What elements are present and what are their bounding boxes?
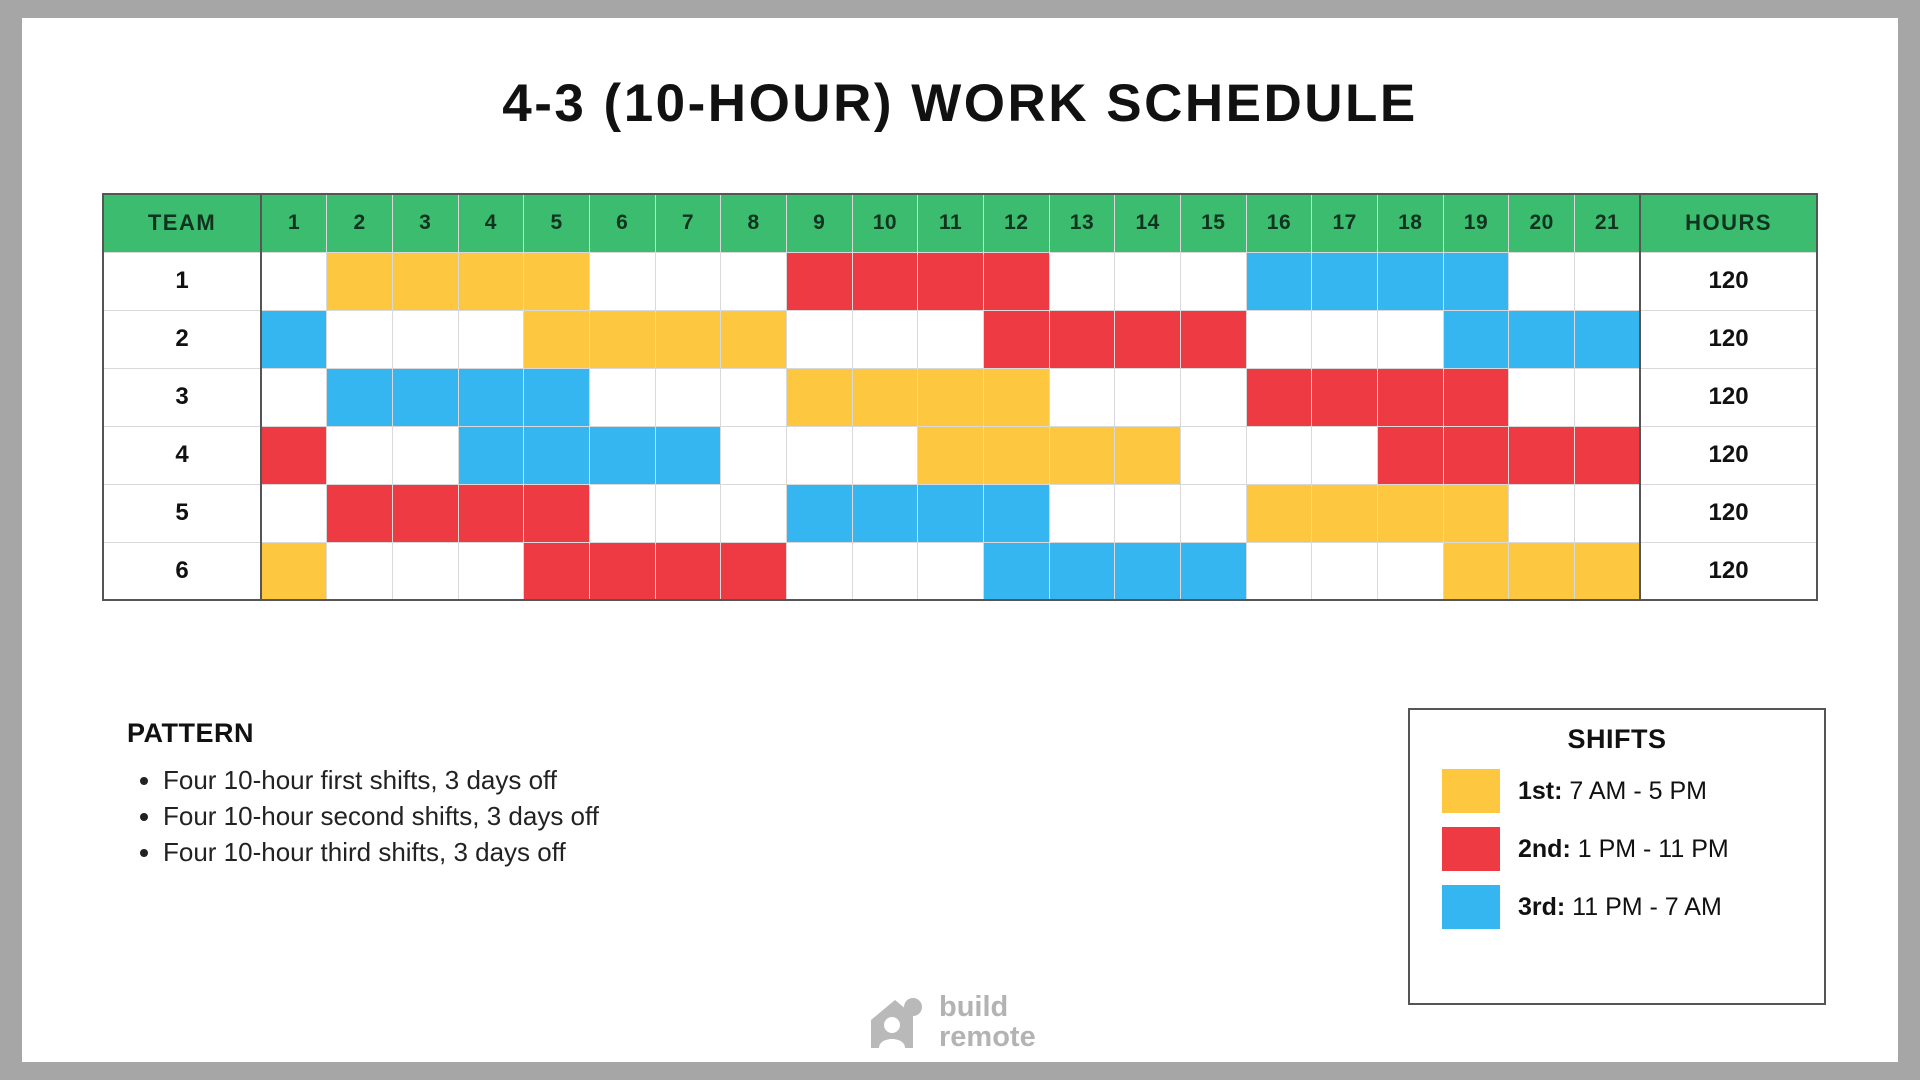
logo-line-1: build: [939, 991, 1009, 1023]
shift-cell: [589, 542, 655, 600]
shift-cell: [1574, 252, 1640, 310]
shift-cell: [655, 368, 721, 426]
shift-cell: [589, 484, 655, 542]
shift-cell: [1312, 542, 1378, 600]
hours-cell: 120: [1640, 542, 1817, 600]
shift-cell: [524, 426, 590, 484]
pattern-heading: PATTERN: [127, 718, 254, 748]
shift-cell: [327, 310, 393, 368]
buildremote-logo: [867, 993, 1036, 1052]
legend-label-2nd: [1518, 835, 1729, 864]
shift-cell: [1180, 426, 1246, 484]
shift-cell: [655, 310, 721, 368]
column-header-day-11: 11: [918, 194, 984, 252]
shift-cell: [983, 542, 1049, 600]
shift-cell: [1246, 368, 1312, 426]
column-header-day-21: 21: [1574, 194, 1640, 252]
shift-cell: [983, 426, 1049, 484]
shift-cell: [524, 310, 590, 368]
shift-cell: [1312, 368, 1378, 426]
pattern-list: [127, 763, 907, 871]
shift-cell: [1246, 310, 1312, 368]
shift-cell: [721, 252, 787, 310]
shift-cell: [1509, 542, 1575, 600]
logo-wordmark: [939, 993, 1036, 1052]
shift-cell: [786, 310, 852, 368]
legend-item-3rd: [1442, 885, 1824, 929]
column-header-day-5: 5: [524, 194, 590, 252]
shift-cell: [327, 484, 393, 542]
team-cell: 6: [103, 542, 261, 600]
shift-cell: [983, 252, 1049, 310]
shift-cell: [589, 252, 655, 310]
hours-cell: 120: [1640, 252, 1817, 310]
shifts-legend: [1408, 708, 1826, 1005]
shift-cell: [1443, 368, 1509, 426]
shift-cell: [1312, 426, 1378, 484]
schedule-table-head: [103, 194, 1817, 252]
table-row: [103, 310, 1817, 368]
shift-cell: [721, 542, 787, 600]
shift-cell: [589, 310, 655, 368]
shift-cell: [524, 368, 590, 426]
shift-cell: [1312, 310, 1378, 368]
shift-cell: [261, 252, 327, 310]
shift-cell: [721, 368, 787, 426]
shift-cell: [1574, 484, 1640, 542]
column-header-day-17: 17: [1312, 194, 1378, 252]
shift-cell: [1246, 542, 1312, 600]
team-cell: 2: [103, 310, 261, 368]
list-item: • Four 10-hour first shifts, 3 days off: [163, 763, 907, 799]
shift-cell: [392, 310, 458, 368]
shift-cell: [261, 368, 327, 426]
shift-cell: [1377, 310, 1443, 368]
legend-label-2nd-name: 2nd:: [1518, 834, 1571, 863]
shift-cell: [1443, 252, 1509, 310]
legend-swatch-1st-icon: [1442, 769, 1500, 813]
table-row: [103, 484, 1817, 542]
shift-cell: [392, 252, 458, 310]
legend-label-3rd: [1518, 893, 1722, 922]
shift-cell: [1312, 484, 1378, 542]
team-cell: 4: [103, 426, 261, 484]
shift-cell: [1574, 542, 1640, 600]
schedule-table-wrapper: [102, 193, 1818, 601]
shift-cell: [1509, 310, 1575, 368]
shift-cell: [918, 426, 984, 484]
shift-cell: [786, 426, 852, 484]
shift-cell: [721, 484, 787, 542]
shift-cell: [524, 484, 590, 542]
shift-cell: [327, 252, 393, 310]
shift-cell: [392, 368, 458, 426]
shift-cell: [392, 484, 458, 542]
column-header-day-2: 2: [327, 194, 393, 252]
column-header-day-3: 3: [392, 194, 458, 252]
shift-cell: [1312, 252, 1378, 310]
column-header-day-6: 6: [589, 194, 655, 252]
legend-item-1st: [1442, 769, 1824, 813]
shift-cell: [918, 368, 984, 426]
shift-cell: [918, 310, 984, 368]
shift-cell: [458, 542, 524, 600]
shift-cell: [1115, 542, 1181, 600]
hours-cell: 120: [1640, 368, 1817, 426]
shift-cell: [1443, 484, 1509, 542]
shift-cell: [852, 426, 918, 484]
column-header-day-16: 16: [1246, 194, 1312, 252]
shift-cell: [458, 252, 524, 310]
shift-cell: [1180, 484, 1246, 542]
shift-cell: [458, 368, 524, 426]
shift-cell: [1049, 426, 1115, 484]
hours-cell: 120: [1640, 310, 1817, 368]
schedule-table: [102, 193, 1818, 601]
shift-cell: [852, 542, 918, 600]
shift-cell: [1377, 368, 1443, 426]
table-row: [103, 542, 1817, 600]
shift-cell: [786, 484, 852, 542]
shift-cell: [786, 368, 852, 426]
column-header-team: TEAM: [103, 194, 261, 252]
shift-cell: [458, 484, 524, 542]
shift-cell: [524, 542, 590, 600]
column-header-day-18: 18: [1377, 194, 1443, 252]
shift-cell: [1443, 542, 1509, 600]
shift-cell: [655, 252, 721, 310]
shift-cell: [261, 310, 327, 368]
shift-cell: [1115, 252, 1181, 310]
hours-cell: 120: [1640, 426, 1817, 484]
list-item: • Four 10-hour third shifts, 3 days off: [163, 835, 907, 871]
shift-cell: [524, 252, 590, 310]
shift-cell: [261, 484, 327, 542]
shift-cell: [721, 310, 787, 368]
shift-cell: [1049, 484, 1115, 542]
shift-cell: [655, 542, 721, 600]
shift-cell: [261, 426, 327, 484]
shift-cell: [852, 310, 918, 368]
shift-cell: [1049, 252, 1115, 310]
shift-cell: [1574, 310, 1640, 368]
table-row: [103, 252, 1817, 310]
shift-cell: [918, 484, 984, 542]
shift-cell: [458, 310, 524, 368]
table-row: [103, 368, 1817, 426]
page-title: 4-3 (10-HOUR) WORK SCHEDULE: [502, 74, 1418, 133]
shift-cell: [1049, 542, 1115, 600]
table-header-row: [103, 194, 1817, 252]
shift-cell: [1443, 310, 1509, 368]
shift-cell: [327, 542, 393, 600]
poster-canvas: [22, 18, 1898, 1062]
shift-cell: [327, 426, 393, 484]
shift-cell: [1246, 426, 1312, 484]
shift-cell: [1180, 542, 1246, 600]
column-header-day-10: 10: [852, 194, 918, 252]
column-header-day-9: 9: [786, 194, 852, 252]
legend-label-1st-time: 7 AM - 5 PM: [1562, 776, 1707, 805]
legend-label-3rd-name: 3rd:: [1518, 892, 1566, 921]
team-cell: 1: [103, 252, 261, 310]
legend-item-2nd: [1442, 827, 1824, 871]
legend-label-2nd-time: 1 PM - 11 PM: [1570, 834, 1729, 863]
shift-cell: [1509, 426, 1575, 484]
team-cell: 3: [103, 368, 261, 426]
column-header-day-12: 12: [983, 194, 1049, 252]
shift-cell: [655, 426, 721, 484]
shift-cell: [1115, 426, 1181, 484]
shift-cell: [1049, 310, 1115, 368]
shift-cell: [1049, 368, 1115, 426]
shift-cell: [1377, 484, 1443, 542]
column-header-day-13: 13: [1049, 194, 1115, 252]
shift-cell: [1246, 484, 1312, 542]
shift-cell: [458, 426, 524, 484]
shift-cell: [918, 542, 984, 600]
shift-cell: [1377, 252, 1443, 310]
legend-swatch-2nd-icon: [1442, 827, 1500, 871]
column-header-day-20: 20: [1509, 194, 1575, 252]
shift-cell: [1115, 310, 1181, 368]
shift-cell: [918, 252, 984, 310]
shift-cell: [655, 484, 721, 542]
shift-cell: [1115, 368, 1181, 426]
shift-cell: [327, 368, 393, 426]
shift-cell: [786, 252, 852, 310]
list-item: • Four 10-hour second shifts, 3 days off: [163, 799, 907, 835]
shift-cell: [1443, 426, 1509, 484]
shift-cell: [1377, 542, 1443, 600]
shift-cell: [786, 542, 852, 600]
shift-cell: [852, 368, 918, 426]
shift-cell: [1509, 484, 1575, 542]
column-header-day-4: 4: [458, 194, 524, 252]
legend-heading: SHIFTS: [1567, 724, 1667, 754]
column-header-day-8: 8: [721, 194, 787, 252]
shift-cell: [1509, 252, 1575, 310]
legend-label-1st-name: 1st:: [1518, 776, 1563, 805]
pattern-section: [127, 718, 907, 871]
shift-cell: [983, 484, 1049, 542]
legend-label-3rd-time: 11 PM - 7 AM: [1565, 892, 1722, 921]
shift-cell: [852, 252, 918, 310]
legend-swatch-3rd-icon: [1442, 885, 1500, 929]
shift-cell: [983, 310, 1049, 368]
column-header-day-7: 7: [655, 194, 721, 252]
shift-cell: [1377, 426, 1443, 484]
table-row: [103, 426, 1817, 484]
column-header-day-14: 14: [1115, 194, 1181, 252]
shift-cell: [1180, 368, 1246, 426]
shift-cell: [392, 426, 458, 484]
column-header-day-15: 15: [1180, 194, 1246, 252]
column-header-day-19: 19: [1443, 194, 1509, 252]
house-person-icon: [867, 994, 929, 1052]
shift-cell: [261, 542, 327, 600]
shift-cell: [983, 368, 1049, 426]
shift-cell: [852, 484, 918, 542]
shift-cell: [1574, 426, 1640, 484]
shift-cell: [392, 542, 458, 600]
shift-cell: [1180, 252, 1246, 310]
shift-cell: [1246, 252, 1312, 310]
shift-cell: [589, 426, 655, 484]
logo-line-2: remote: [939, 1020, 1036, 1053]
column-header-day-1: 1: [261, 194, 327, 252]
shift-cell: [1574, 368, 1640, 426]
shift-cell: [1509, 368, 1575, 426]
shift-cell: [1180, 310, 1246, 368]
legend-label-1st: [1518, 777, 1707, 806]
shift-cell: [589, 368, 655, 426]
hours-cell: 120: [1640, 484, 1817, 542]
shift-cell: [1115, 484, 1181, 542]
schedule-table-body: [103, 252, 1817, 600]
shift-cell: [721, 426, 787, 484]
team-cell: 5: [103, 484, 261, 542]
column-header-hours: HOURS: [1640, 194, 1817, 252]
